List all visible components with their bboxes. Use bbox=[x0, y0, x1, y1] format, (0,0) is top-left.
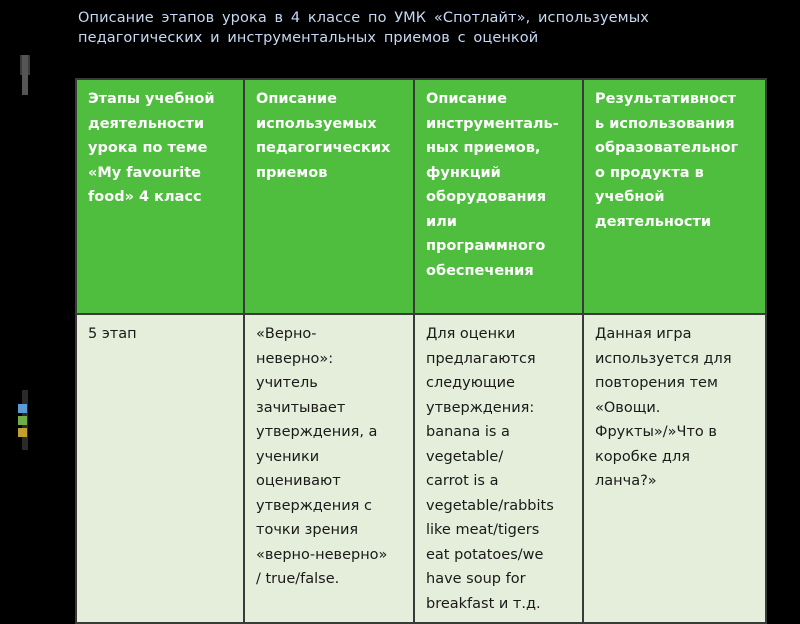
row-cell-effectiveness bbox=[583, 314, 766, 623]
row-cell-stage bbox=[76, 314, 244, 623]
header-cell-effectiveness bbox=[583, 79, 766, 314]
lesson-stages-table bbox=[75, 78, 765, 612]
row-cell-instrumental bbox=[414, 314, 583, 623]
header-cell-stages bbox=[76, 79, 244, 314]
slide-title-line-1: Описание этапов урока в 4 классе по УМК «Спотлайт», используемых bbox=[78, 10, 649, 26]
header-cell-pedagogical-techniques bbox=[244, 79, 414, 314]
header-cell-instrumental-techniques bbox=[414, 79, 583, 314]
header-cell-instrumental-techniques-text: Описание инструменталь- ных приемов, функций оборудования или программного обеспечения bbox=[426, 91, 559, 279]
row-cell-pedagogical-text: «Верно- неверно»: учитель зачитывает утверждения, а ученики оценивают утверждения с точки зрения «верно-неверно» / true/false. bbox=[256, 326, 388, 587]
row-cell-effectiveness-text: Данная игра используется для повторения тем «Овощи. Фрукты»/»Что в коробке для ланча?» bbox=[595, 326, 732, 489]
row-cell-instrumental-text: Для оценки предлагаются следующие утверждения: banana is a vegetable/ carrot is a vegetable/rabbits like meat/tigers eat potatoes/we have soup for breakfast и т.д. bbox=[426, 326, 554, 612]
slide-title-line-2: педагогических и инструментальных приемов с оценкой bbox=[78, 30, 539, 46]
decor-dot-blue bbox=[18, 404, 27, 413]
row-cell-stage-text: 5 этап bbox=[88, 326, 137, 342]
row-cell-pedagogical bbox=[244, 314, 414, 623]
table-row bbox=[76, 314, 766, 623]
header-cell-effectiveness-text: Результативност ь использования образовательног о продукта в учебной деятельности bbox=[595, 91, 739, 230]
decor-bar-1 bbox=[22, 55, 28, 95]
table-header-row bbox=[76, 79, 766, 314]
decor-dot-green bbox=[18, 416, 27, 425]
decor-dot-gold bbox=[18, 428, 27, 437]
header-cell-stages-text: Этапы учебной деятельности урока по теме «My favourite food» 4 класс bbox=[88, 91, 215, 205]
slide-title bbox=[78, 8, 758, 48]
header-cell-pedagogical-techniques-text: Описание используемых педагогических приемов bbox=[256, 91, 391, 181]
